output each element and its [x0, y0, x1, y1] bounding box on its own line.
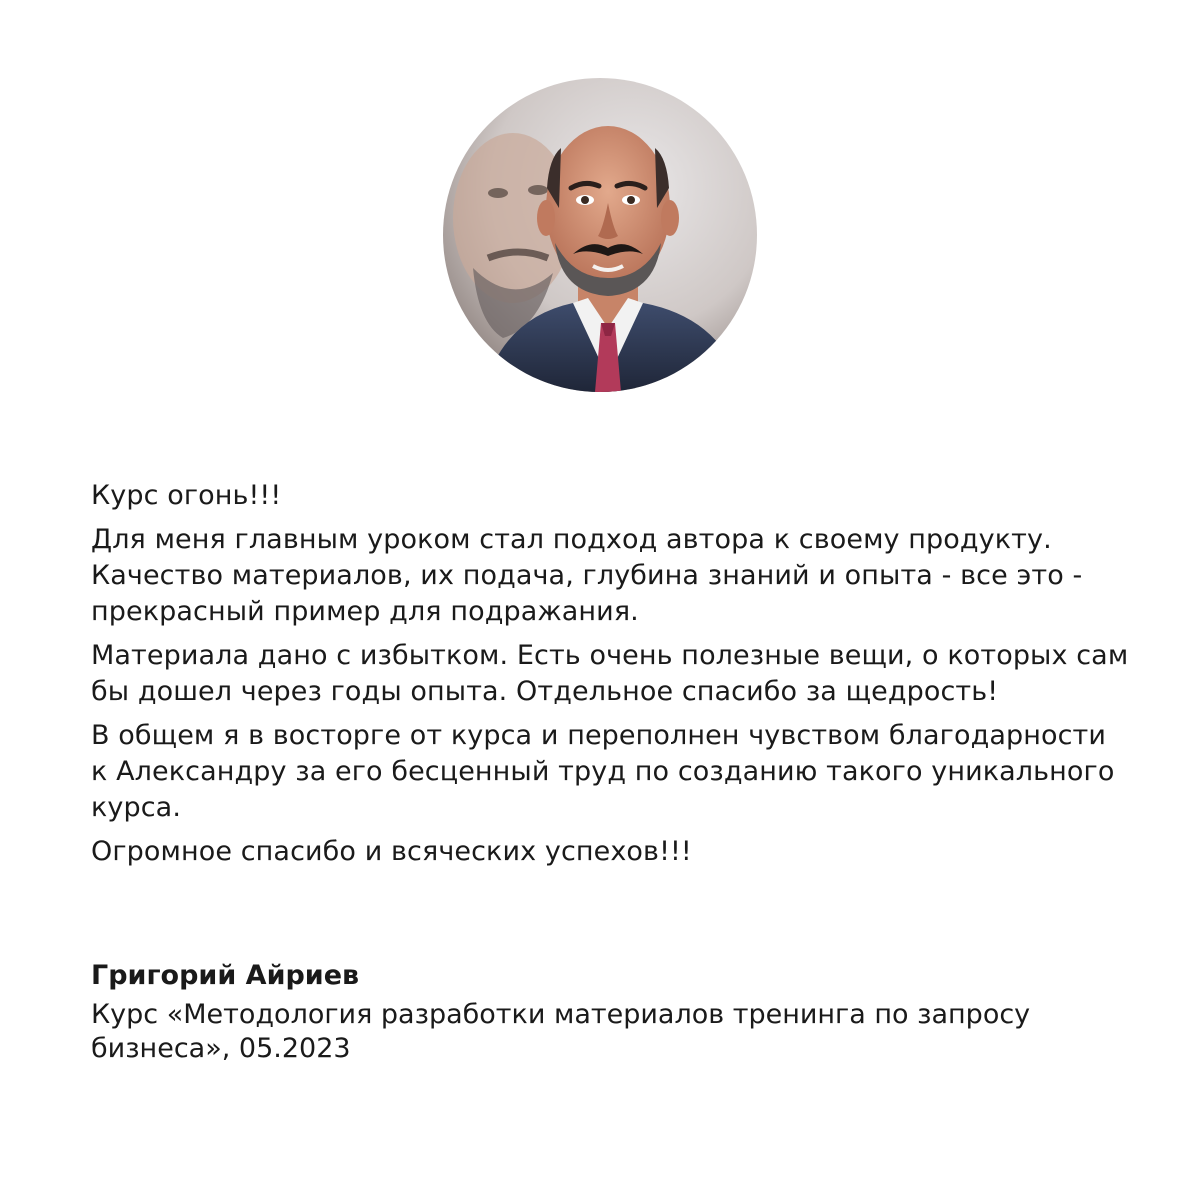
person-portrait-icon: [443, 78, 757, 392]
course-info: Курс «Методология разработки материалов тренинга по запросу бизнеса», 05.2023: [91, 999, 1031, 1064]
review-paragraph: Материала дано с избытком. Есть очень полезные вещи, о которых сам бы дошел через годы опыта. Отдельное спасибо за щедрость!: [91, 640, 1129, 707]
review-paragraph: Для меня главным уроком стал подход автора к своему продукту. Качество материалов, их подача, глубина знаний и опыта - все это - прекрасный пример для подражания.: [91, 524, 1083, 627]
review-paragraph: В общем я в восторге от курса и переполнен чувством благодарности к Александру за его бесценный труд по созданию такого уникального курса.: [91, 720, 1115, 823]
author-avatar: [443, 78, 757, 392]
author-block: [91, 958, 1131, 1066]
review-paragraph: Курс огонь!!!: [91, 480, 282, 511]
review-paragraph: Огромное спасибо и всяческих успехов!!!: [91, 836, 692, 867]
review-text: [91, 478, 1131, 878]
author-name: Григорий Айриев: [91, 960, 360, 991]
